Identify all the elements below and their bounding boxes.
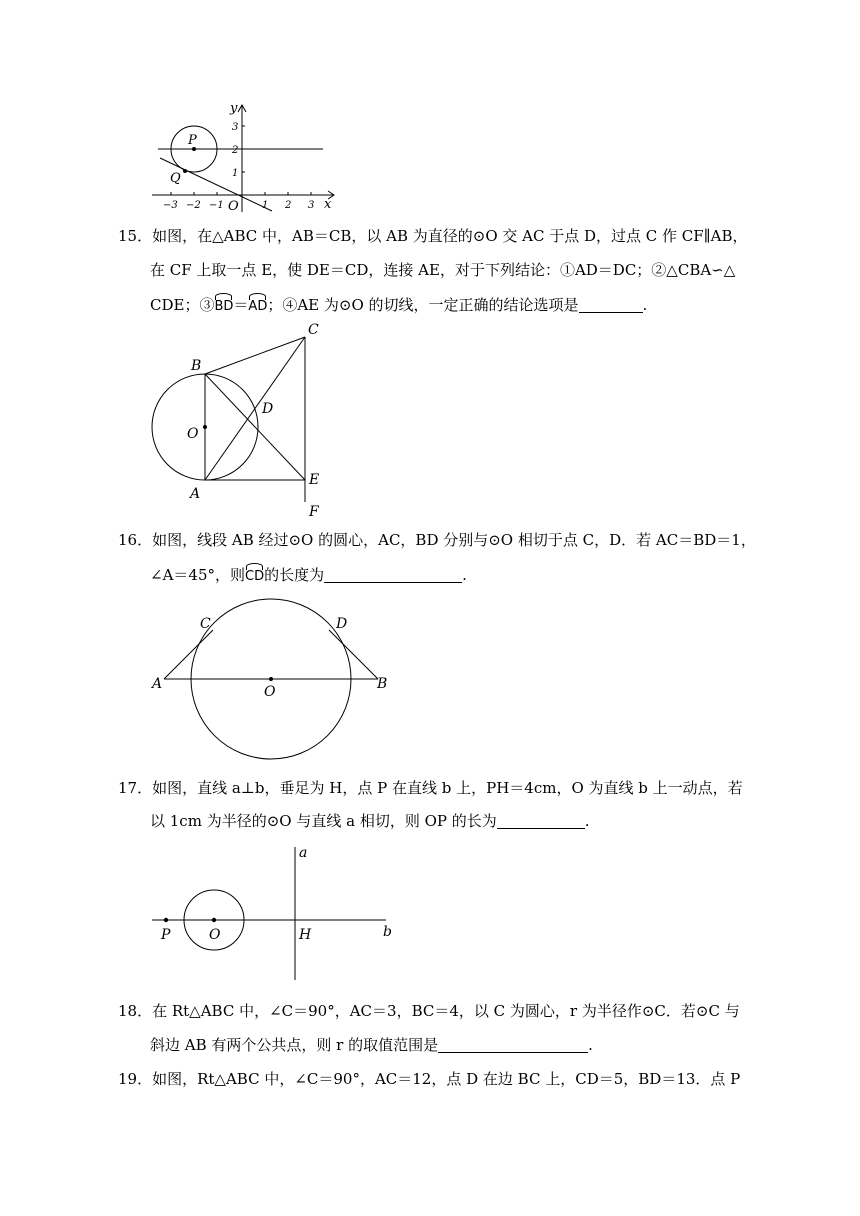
label-c: C: [308, 322, 319, 338]
label-a: A: [190, 486, 201, 502]
tangent-ac: [164, 630, 213, 679]
x-tick-neg1: −1: [209, 200, 224, 211]
x-tick-1: 1: [262, 200, 269, 211]
label-b: B: [377, 676, 388, 692]
label-b: b: [383, 924, 392, 940]
label-p: P: [161, 927, 171, 943]
label-f: F: [309, 504, 319, 520]
y-tick-1: 1: [232, 168, 239, 179]
q15-line-1: 15．如图，在△ABC 中，AB＝CB，以 AB 为直径的⊙O 交 AC 于点 D，过点 C 作 CF∥AB，: [118, 227, 748, 245]
point-o-dot: [212, 918, 216, 922]
label-e: E: [309, 472, 320, 488]
label-a: a: [299, 845, 308, 861]
label-h: H: [299, 927, 312, 943]
y-tick-2: 2: [232, 145, 239, 156]
figure-16-circle-tangents: [148, 596, 398, 762]
q15-line-3-mid: ；④AE 为⊙O 的切线，一定正确的结论选项是: [267, 296, 579, 314]
figure-17-perpendicular-lines: [150, 843, 400, 983]
figure-15-circle-triangle: [148, 320, 338, 520]
label-d: D: [336, 616, 348, 632]
label-o: O: [264, 684, 276, 700]
label-c: C: [200, 616, 211, 632]
q15-line-3: CDE；③BD＝AD；④AE 为⊙O 的切线，一定正确的结论选项是 .: [150, 294, 647, 317]
q17-line-1: 17．如图，直线 a⊥b，垂足为 H，点 P 在直线 b 上，PH＝4cm，O 为直线 b 上一动点，若: [118, 779, 743, 797]
x-tick-3: 3: [308, 200, 315, 211]
label-b: B: [191, 358, 202, 374]
origin-label: O: [228, 199, 239, 214]
q15-answer-blank[interactable]: [579, 298, 643, 313]
segment-ac: [205, 337, 305, 480]
label-a: A: [152, 676, 163, 692]
label-d: D: [262, 401, 274, 417]
segment-be: [205, 374, 305, 480]
q15-equals: ＝: [233, 296, 249, 314]
x-tick-2: 2: [285, 200, 292, 211]
q18-line-1: 18．在 Rt△ABC 中，∠C＝90°，AC＝3，BC＝4，以 C 为圆心，r 为半径作⊙C．若⊙C 与: [118, 1002, 740, 1020]
point-q-label: Q: [170, 171, 181, 186]
q15-line-3-start: CDE；③: [150, 296, 215, 314]
q16-line-1: 16．如图，线段 AB 经过⊙O 的圆心，AC，BD 分别与⊙O 相切于点 C，D．若 AC＝BD＝1，: [118, 531, 756, 549]
figure-14-coordinate-plane: [148, 100, 348, 215]
y-tick-3: 3: [232, 122, 239, 133]
q17-answer-blank[interactable]: [497, 814, 585, 829]
point-p-dot: [164, 918, 168, 922]
segment-bc: [205, 337, 305, 374]
arc-bd: BD: [214, 294, 233, 317]
point-o-dot: [203, 425, 207, 429]
q16-answer-blank[interactable]: [324, 568, 462, 583]
q15-line-2: 在 CF 上取一点 E，使 DE＝CD，连接 AE，对于下列结论：①AD＝DC；②△CBA∽△: [150, 261, 736, 279]
x-axis-label: x: [324, 197, 332, 212]
y-axis-label: y: [230, 101, 238, 116]
x-tick-neg2: −2: [186, 200, 201, 211]
label-o: O: [209, 927, 221, 943]
point-p-label: P: [188, 133, 197, 148]
q19-line-1: 19．如图，Rt△ABC 中，∠C＝90°，AC＝12，点 D 在边 BC 上，CD＝5，BD＝13．点 P: [118, 1070, 741, 1088]
q16-line-2: ∠A＝45°，则CD的长度为 .: [150, 564, 467, 587]
label-o: O: [187, 426, 199, 442]
q18-answer-blank[interactable]: [438, 1038, 588, 1053]
point-q-dot: [183, 169, 187, 173]
arc-ad: AD: [248, 294, 267, 317]
q18-line-2: 斜边 AB 有两个公共点，则 r 的取值范围是 .: [150, 1036, 593, 1054]
center-o-dot: [269, 677, 273, 681]
arc-cd: CD: [245, 564, 264, 587]
x-tick-neg3: −3: [163, 200, 178, 211]
tangent-bd: [329, 630, 378, 679]
q17-line-2: 以 1cm 为半径的⊙O 与直线 a 相切，则 OP 的长为 .: [150, 812, 590, 830]
